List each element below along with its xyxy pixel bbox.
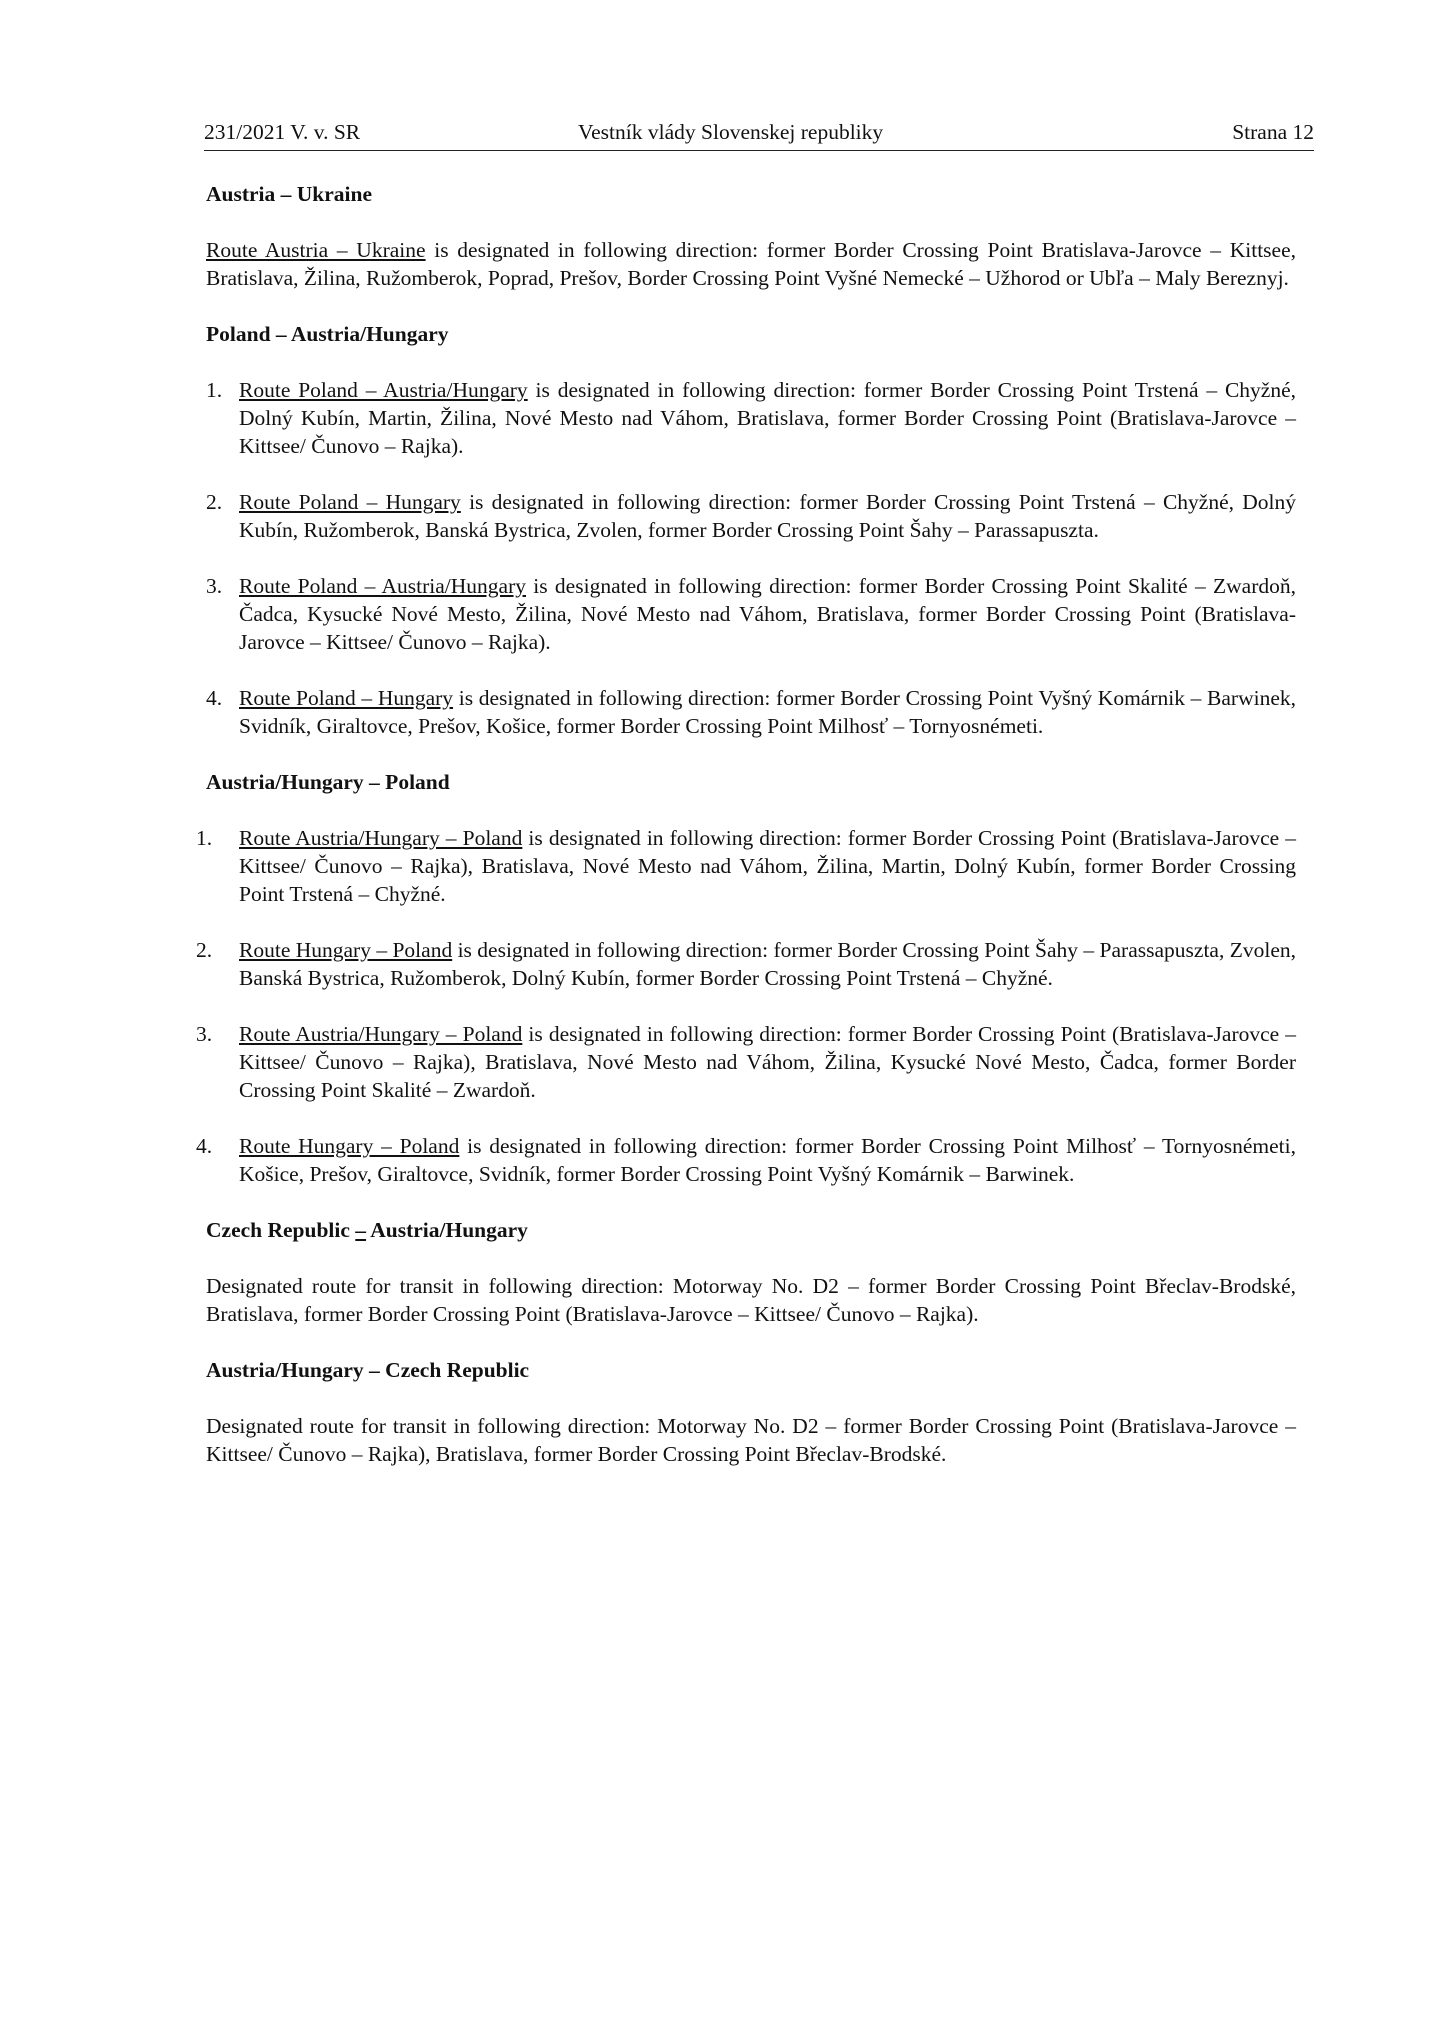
route-description: is designated in following direction: former Border Crossing Point Vyšný Komárnik – Barwinek, Svidník, Giraltovce, Prešov, Košice, former Border Crossing Point Milhosť – Tornyosnémeti. bbox=[239, 686, 1297, 738]
route-name: Route Poland – Austria/Hungary bbox=[239, 574, 527, 598]
route-description: is designated in following direction: former Border Crossing Point Šahy – Parassapuszta, Zvolen, Banská Bystrica, Ružomberok, Dolný Kubín, former Border Crossing Point Trstená – Chyžné. bbox=[239, 938, 1296, 990]
list-number: 3. bbox=[196, 1022, 213, 1046]
transit-paragraph: Designated route for transit in following direction: Motorway No. D2 – former Border Crossing Point Břeclav-Brodské, Bratislava, former Border Crossing Point (Bratislava-Jarovce – Kittsee/ Čunovo – Rajka). bbox=[206, 1274, 1296, 1326]
transit-paragraph: Designated route for transit in following direction: Motorway No. D2 – former Border Crossing Point (Bratislava-Jarovce – Kittsee/ Čunovo – Rajka), Bratislava, former Border Crossing Point Břeclav-Brodské. bbox=[206, 1414, 1296, 1466]
route-name: Route Hungary – Poland bbox=[239, 938, 453, 962]
header-page-number: Strana 12 bbox=[1232, 120, 1314, 144]
list-number: 4. bbox=[206, 686, 223, 710]
page-header bbox=[204, 116, 1314, 151]
heading-dash: – bbox=[355, 1218, 367, 1242]
header-citation: 231/2021 V. v. SR bbox=[204, 120, 361, 144]
section-heading-austria-ukraine: Austria – Ukraine bbox=[206, 182, 373, 206]
route-description: is designated in following direction: former Border Crossing Point Trstená – Chyžné, Dolný Kubín, Ružomberok, Banská Bystrica, Zvolen, former Border Crossing Point Šahy – Parassapuszta. bbox=[239, 490, 1296, 542]
route-name: Route Poland – Hungary bbox=[239, 490, 461, 514]
section-heading-poland-austria-hungary: Poland – Austria/Hungary bbox=[206, 322, 449, 346]
route-description: is designated in following direction: former Border Crossing Point Trstená – Chyžné, Dolný Kubín, Martin, Žilina, Nové Mesto nad Váhom, Bratislava, former Border Crossing Point (Bratislava-Jarovce – Kittsee/ Čunovo – Rajka). bbox=[239, 378, 1297, 458]
route-list bbox=[206, 376, 1296, 740]
route-description: is designated in following direction: former Border Crossing Point Bratislava-Jarovce – Kittsee, Bratislava, Žilina, Ružomberok, Poprad, Prešov, Border Crossing Point Vyšné Nemecké – Užhorod or Ubľa – Maly Bereznyj. bbox=[206, 238, 1296, 290]
heading-part-austria-hungary: Austria/Hungary bbox=[366, 1218, 528, 1242]
route-name: Route Austria/Hungary – Poland bbox=[239, 1022, 523, 1046]
route-name: Route Austria/Hungary – Poland bbox=[239, 826, 523, 850]
section-heading-czech-austria-hungary bbox=[206, 1216, 1296, 1244]
section-heading-austria-hungary-czech: Austria/Hungary – Czech Republic bbox=[206, 1358, 530, 1382]
route-name: Route Austria – Ukraine bbox=[206, 238, 426, 262]
list-item bbox=[206, 684, 1296, 740]
route-name: Route Poland – Hungary bbox=[239, 686, 454, 710]
list-item bbox=[196, 1020, 1297, 1104]
list-number: 4. bbox=[196, 1134, 213, 1158]
list-item bbox=[196, 824, 1297, 908]
list-number: 3. bbox=[206, 574, 223, 598]
list-number: 1. bbox=[196, 826, 213, 850]
list-item bbox=[206, 376, 1296, 460]
route-description: is designated in following direction: former Border Crossing Point Milhosť – Tornyosnémeti, Košice, Prešov, Giraltovce, Svidník, former Border Crossing Point Vyšný Komárnik – Barwinek. bbox=[239, 1134, 1297, 1186]
list-item bbox=[196, 1132, 1297, 1188]
route-description: is designated in following direction: former Border Crossing Point Skalité – Zwardoň, Čadca, Kysucké Nové Mesto, Žilina, Nové Mesto nad Váhom, Bratislava, former Border Crossing Point (Bratislava-Jarovce – Kittsee/ Čunovo – Rajka). bbox=[239, 574, 1297, 654]
route-paragraph bbox=[206, 236, 1296, 292]
list-number: 2. bbox=[206, 490, 223, 514]
list-number: 1. bbox=[206, 378, 223, 402]
list-item bbox=[196, 936, 1296, 992]
list-item bbox=[206, 572, 1296, 656]
route-description: is designated in following direction: former Border Crossing Point (Bratislava-Jarovce – Kittsee/ Čunovo – Rajka), Bratislava, Nové Mesto nad Váhom, Žilina, Martin, Dolný Kubín, former Border Crossing Point Trstená – Chyžné. bbox=[239, 826, 1297, 906]
route-list bbox=[196, 824, 1297, 1188]
list-item bbox=[206, 488, 1296, 544]
route-description: is designated in following direction: former Border Crossing Point (Bratislava-Jarovce – Kittsee/ Čunovo – Rajka), Bratislava, Nové Mesto nad Váhom, Žilina, Kysucké Nové Mesto, Čadca, former Border Crossing Point Skalité – Zwardoň. bbox=[239, 1022, 1297, 1102]
list-number: 2. bbox=[196, 938, 213, 962]
route-name: Route Poland – Austria/Hungary bbox=[239, 378, 528, 402]
section-heading-austria-hungary-poland: Austria/Hungary – Poland bbox=[206, 770, 450, 794]
heading-part-czech: Czech Republic bbox=[206, 1218, 356, 1242]
header-journal-title: Vestník vlády Slovenskej republiky bbox=[578, 120, 884, 144]
document-body bbox=[196, 180, 1297, 1496]
route-name: Route Hungary – Poland bbox=[239, 1134, 460, 1158]
